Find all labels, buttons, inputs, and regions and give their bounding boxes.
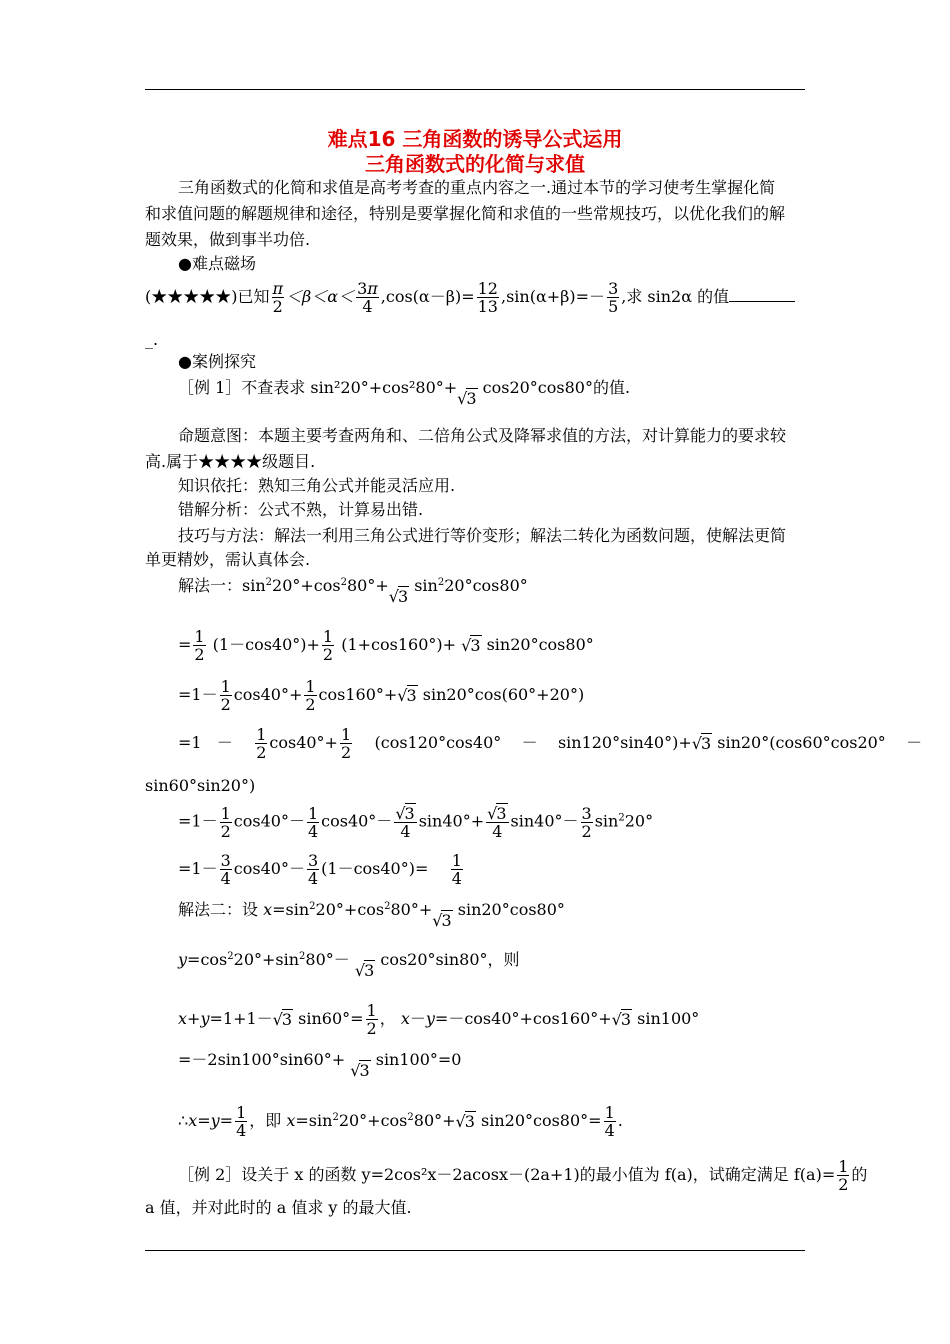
solution2-line: 解法二：设 $x=\sin^220^\circ+\cos^280^\circ+√3$ sin20°cos80° bbox=[178, 900, 565, 930]
example2-line1 bbox=[178, 1157, 868, 1194]
solution2-sum: x+y=1+1－√3 sin60°= $\frac{1}{2}$ ， x－y=－cos40°+cos160°+√3 sin100° bbox=[178, 1001, 700, 1038]
example1-stem bbox=[178, 378, 805, 408]
intro-line-3: 题效果，做到事半功倍. bbox=[145, 230, 311, 249]
example2-line2: a 值，并对此时的 a 值求 y 的最大值. bbox=[145, 1198, 412, 1217]
solution1-step3: =1 － $\frac{1}{2}$ cos40°+ $\frac{1}{2}$ (cos120°cos40° － sin120°sin40°)+√3 sin20°(cos60°cos20° － bbox=[178, 725, 923, 762]
example1-tail: cos20°cos80°的值. bbox=[482, 378, 631, 397]
method-line-1: 技巧与方法：解法一利用三角公式进行等价变形；解法二转化为函数问题，使解法更简 bbox=[178, 526, 787, 545]
problem-ask: ,求 sin2α 的值 bbox=[621, 287, 730, 306]
error-line: 错解分析：公式不熟，计算易出错. bbox=[178, 500, 424, 519]
solution2-result: ∴x=y= $\frac{1}{4}$ ，即 $x=\sin^220^\circ+\cos^280^\circ+√3$ sin20°cos80°= $\frac{1}{4}$ . bbox=[178, 1103, 623, 1140]
page-subtitle: 三角函数式的化简与求值 bbox=[365, 152, 585, 176]
solution1-step2: =1－ $\frac{1}{2}$ cos40°+ $\frac{1}{2}$ cos160°+√3 sin20°cos(60°+20°) bbox=[178, 677, 585, 714]
solution1-step4: =1－ $\frac{1}{2}$ cos40°－ $\frac{1}{4}$ cos40°－ $\frac{√3}{4}$ sin40°+ $\frac{√3}{4}$ sin40°－ $\frac{3}{2}$ $\sin^220^\circ$ bbox=[178, 803, 654, 841]
bottom-rule bbox=[145, 1250, 805, 1251]
intro-line-2: 和求值问题的解题规律和途径，特别是要掌握化简和求值的一些常规技巧，以优化我们的解 bbox=[145, 204, 786, 223]
solution1-line: 解法一：$\sin^220^\circ+\cos^280^\circ+√3$ $\sin^220^\circ\cos 80^\circ$ bbox=[178, 576, 528, 606]
intro-line-1: 三角函数式的化简和求值是高考考查的重点内容之一.通过本节的学习使考生掌握化简 bbox=[178, 178, 776, 197]
solution2-y: $y=\cos^220^\circ+\sin^280^\circ- √3$ cos20°sin80°，则 bbox=[178, 950, 520, 980]
answer-blank bbox=[729, 287, 795, 302]
problem-stars: (★★★★★)已知 bbox=[145, 287, 270, 306]
frac-3-5: $\frac{3}{5}$ bbox=[608, 279, 619, 316]
method-line-2: 单更精妙，需认真体会. bbox=[145, 550, 311, 569]
knowledge-line: 知识依托：熟知三角公式并能灵活应用. bbox=[178, 476, 456, 495]
example1-label: ［例 1］不查表求 sin²20°+cos²80°+ bbox=[178, 378, 458, 397]
solution1-step1: = $\frac{1}{2}$ (1－cos40°)+ $\frac{1}{2}$ (1+cos160°)+ √3 sin20°cos80° bbox=[178, 627, 594, 664]
problem-cos: ,cos(α－β)= bbox=[380, 287, 475, 306]
solution1-step3-cont: sin60°sin20°) bbox=[145, 776, 256, 795]
page-title: 难点16 三角函数的诱导公式运用 bbox=[327, 127, 623, 151]
problem-ineq: ＜β＜α＜ bbox=[286, 287, 355, 306]
section-cases: ●案例探究 bbox=[178, 352, 256, 371]
problem-tail: _. bbox=[145, 330, 159, 349]
frac-pi-2: $\frac{\pi}{2}$ bbox=[272, 279, 284, 316]
frac-3pi-4: $\frac{3\pi}{4}$ bbox=[357, 279, 378, 316]
intent-line-2: 高.属于★★★★级题目. bbox=[145, 452, 316, 471]
frac-12-13: $\frac{12}{13}$ bbox=[477, 279, 498, 316]
section-magnetic: ●难点磁场 bbox=[178, 254, 256, 273]
frac-1-2: $\frac{1}{2}$ bbox=[838, 1157, 849, 1194]
solution2-diff: =－2sin100°sin60°+ √3 sin100°=0 bbox=[178, 1050, 462, 1080]
solution1-step5: =1－ $\frac{3}{4}$ cos40°－ $\frac{3}{4}$ (1－cos40°)= $\frac{1}{4}$ bbox=[178, 851, 462, 888]
problem-sin: ,sin(α+β)=－ bbox=[500, 287, 606, 306]
sqrt3: √3 bbox=[457, 388, 477, 408]
intent-line-1: 命题意图：本题主要考查两角和、二倍角公式及降幂求值的方法，对计算能力的要求较 bbox=[178, 426, 787, 445]
top-rule bbox=[145, 89, 805, 90]
problem-line bbox=[145, 280, 805, 315]
example2-text: ［例 2］设关于 x 的函数 y=2cos²x－2acosx－(2a+1)的最小值为 f(a)，试确定满足 f(a)= bbox=[178, 1165, 836, 1184]
example2-tail: 的 bbox=[851, 1165, 868, 1184]
